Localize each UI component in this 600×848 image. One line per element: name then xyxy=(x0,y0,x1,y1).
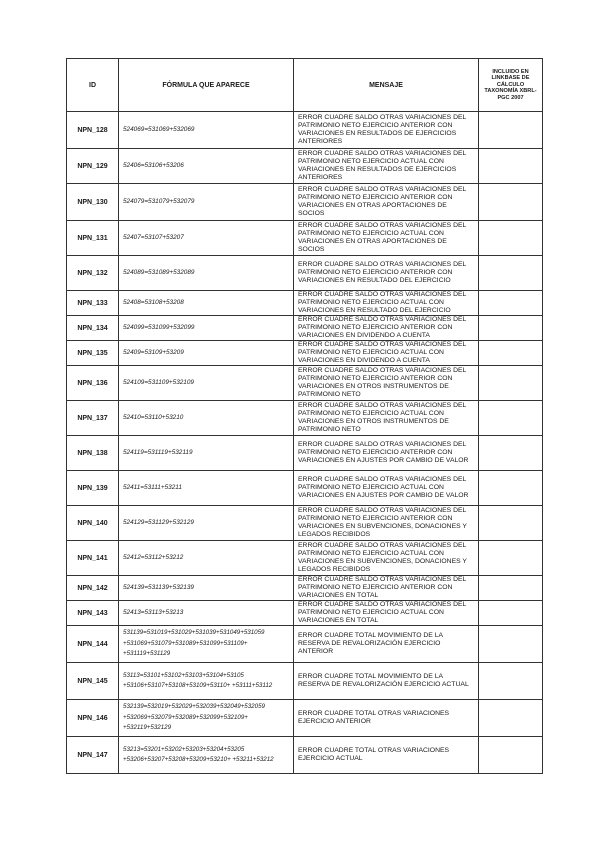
table-row xyxy=(67,149,543,184)
row-formula: 52406=53106+53206 xyxy=(119,149,294,184)
row-id: NPN_140 xyxy=(67,506,119,541)
row-id: NPN_136 xyxy=(67,366,119,401)
row-message: ERROR CUADRE SALDO OTRAS VARIACIONES DEL PATRIMONIO NETO EJERCICIO ANTERIOR CON VARIACIONES EN OTROS INSTRUMENTOS DE PATRIMONIO NETO xyxy=(294,366,479,401)
row-id: NPN_142 xyxy=(67,576,119,601)
table-row xyxy=(67,700,543,737)
row-formula: 524089=531089+532089 xyxy=(119,256,294,291)
row-message: ERROR CUADRE SALDO OTRAS VARIACIONES DEL PATRIMONIO NETO EJERCICIO ACTUAL CON VARIACIONES EN SUBVENCIONES, DONACIONES Y LEGADOS RECIBIDOS xyxy=(294,541,479,576)
row-message: ERROR CUADRE SALDO OTRAS VARIACIONES DEL PATRIMONIO NETO EJERCICIO ANTERIOR CON VARIACIONES EN OTRAS APORTACIONES DE SOCIOS xyxy=(294,184,479,221)
table-row xyxy=(67,291,543,316)
row-included xyxy=(479,737,543,774)
row-included xyxy=(479,541,543,576)
row-message: ERROR CUADRE SALDO OTRAS VARIACIONES DEL PATRIMONIO NETO EJERCICIO ANTERIOR CON VARIACIONES EN TOTAL xyxy=(294,576,479,601)
row-id: NPN_146 xyxy=(67,700,119,737)
table-row xyxy=(67,436,543,471)
row-formula: 524139=531139+532139 xyxy=(119,576,294,601)
row-message: ERROR CUADRE SALDO OTRAS VARIACIONES DEL PATRIMONIO NETO EJERCICIO ACTUAL CON VARIACIONES EN OTROS INSTRUMENTOS DE PATRIMONIO NETO xyxy=(294,401,479,436)
row-formula: 52412=53112+53212 xyxy=(119,541,294,576)
row-id: NPN_130 xyxy=(67,184,119,221)
table-row xyxy=(67,221,543,256)
row-formula: 53213=53201+53202+53203+53204+53205 +53206+53207+53208+53209+53210+ +53211+53212 xyxy=(119,737,294,774)
row-message: ERROR CUADRE TOTAL OTRAS VARIACIONES EJERCICIO ANTERIOR xyxy=(294,700,479,737)
row-id: NPN_143 xyxy=(67,601,119,626)
row-message: ERROR CUADRE SALDO OTRAS VARIACIONES DEL PATRIMONIO NETO EJERCICIO ACTUAL CON VARIACIONES EN TOTAL xyxy=(294,601,479,626)
table-row xyxy=(67,471,543,506)
row-id: NPN_135 xyxy=(67,341,119,366)
row-id: NPN_147 xyxy=(67,737,119,774)
row-message: ERROR CUADRE SALDO OTRAS VARIACIONES DEL PATRIMONIO NETO EJERCICIO ANTERIOR CON VARIACIONES EN SUBVENCIONES, DONACIONES Y LEGADOS RECIBIDOS xyxy=(294,506,479,541)
row-included xyxy=(479,626,543,663)
row-id: NPN_138 xyxy=(67,436,119,471)
row-formula: 532139=532019+532029+532039+532049+532059 +532069+532079+532089+532099+532109+ +532119+532129 xyxy=(119,700,294,737)
row-included xyxy=(479,112,543,149)
row-message: ERROR CUADRE SALDO OTRAS VARIACIONES DEL PATRIMONIO NETO EJERCICIO ANTERIOR CON VARIACIONES EN DIVIDENDO A CUENTA xyxy=(294,316,479,341)
row-included xyxy=(479,663,543,700)
row-formula: 52407=53107+53207 xyxy=(119,221,294,256)
row-message: ERROR CUADRE TOTAL OTRAS VARIACIONES EJERCICIO ACTUAL xyxy=(294,737,479,774)
row-formula: 524109=531109+532109 xyxy=(119,366,294,401)
row-formula: 52413=53113+53213 xyxy=(119,601,294,626)
row-included xyxy=(479,601,543,626)
row-formula: 52411=53111+53211 xyxy=(119,471,294,506)
table-row xyxy=(67,112,543,149)
header-included: INCLUIDO EN LINKBASE DE CÁLCULO TAXONOMÍA XBRL-PGC 2007 xyxy=(479,59,543,112)
row-included xyxy=(479,184,543,221)
row-id: NPN_144 xyxy=(67,626,119,663)
row-id: NPN_141 xyxy=(67,541,119,576)
row-included xyxy=(479,341,543,366)
row-formula: 524099=531099+532099 xyxy=(119,316,294,341)
table-body xyxy=(67,112,543,774)
row-formula: 524119=531119+532119 xyxy=(119,436,294,471)
table-row xyxy=(67,601,543,626)
header-formula: FÓRMULA QUE APARECE xyxy=(119,59,294,112)
row-included xyxy=(479,700,543,737)
row-formula: 531139=531019+531029+531039+531049+531059 +531069+531079+531089+531099+531109+ +531119+531129 xyxy=(119,626,294,663)
row-included xyxy=(479,366,543,401)
row-message: ERROR CUADRE SALDO OTRAS VARIACIONES DEL PATRIMONIO NETO EJERCICIO ACTUAL CON VARIACIONES EN RESULTADOS DE EJERCICIOS ANTERIORES xyxy=(294,149,479,184)
row-included xyxy=(479,576,543,601)
row-message: ERROR CUADRE SALDO OTRAS VARIACIONES DEL PATRIMONIO NETO EJERCICIO ACTUAL CON VARIACIONES EN OTRAS APORTACIONES DE SOCIOS xyxy=(294,221,479,256)
table-row xyxy=(67,366,543,401)
row-id: NPN_137 xyxy=(67,401,119,436)
row-id: NPN_133 xyxy=(67,291,119,316)
table-row xyxy=(67,541,543,576)
table-row xyxy=(67,316,543,341)
row-included xyxy=(479,471,543,506)
row-formula: 524079=531079+532079 xyxy=(119,184,294,221)
table-row xyxy=(67,401,543,436)
row-formula: 524069=531069+532069 xyxy=(119,112,294,149)
header-id: ID xyxy=(67,59,119,112)
row-id: NPN_132 xyxy=(67,256,119,291)
table-row xyxy=(67,576,543,601)
row-message: ERROR CUADRE SALDO OTRAS VARIACIONES DEL PATRIMONIO NETO EJERCICIO ANTERIOR CON VARIACIONES EN RESULTADOS DE EJERCICIOS ANTERIORES xyxy=(294,112,479,149)
row-included xyxy=(479,256,543,291)
row-message: ERROR CUADRE SALDO OTRAS VARIACIONES DEL PATRIMONIO NETO EJERCICIO ANTERIOR CON VARIACIONES EN RESULTADO DEL EJERCICIO xyxy=(294,256,479,291)
rules-table xyxy=(66,58,543,774)
row-message: ERROR CUADRE SALDO OTRAS VARIACIONES DEL PATRIMONIO NETO EJERCICIO ACTUAL CON VARIACIONES EN RESULTADO DEL EJERCICIO xyxy=(294,291,479,316)
row-included xyxy=(479,401,543,436)
row-id: NPN_134 xyxy=(67,316,119,341)
row-message: ERROR CUADRE TOTAL MOVIMIENTO DE LA RESERVA DE REVALORIZACIÓN EJERCICIO ANTERIOR xyxy=(294,626,479,663)
row-id: NPN_139 xyxy=(67,471,119,506)
row-message: ERROR CUADRE SALDO OTRAS VARIACIONES DEL PATRIMONIO NETO EJERCICIO ANTERIOR CON VARIACIONES EN AJUSTES POR CAMBIO DE VALOR xyxy=(294,436,479,471)
table-row xyxy=(67,626,543,663)
row-id: NPN_145 xyxy=(67,663,119,700)
row-formula: 52410=53110+53210 xyxy=(119,401,294,436)
header-row xyxy=(67,59,543,112)
row-message: ERROR CUADRE SALDO OTRAS VARIACIONES DEL PATRIMONIO NETO EJERCICIO ACTUAL CON VARIACIONES EN AJUSTES POR CAMBIO DE VALOR xyxy=(294,471,479,506)
row-included xyxy=(479,291,543,316)
header-message: MENSAJE xyxy=(294,59,479,112)
table-row xyxy=(67,737,543,774)
table-row xyxy=(67,184,543,221)
row-message: ERROR CUADRE SALDO OTRAS VARIACIONES DEL PATRIMONIO NETO EJERCICIO ACTUAL CON VARIACIONES EN DIVIDENDO A CUENTA xyxy=(294,341,479,366)
row-included xyxy=(479,149,543,184)
row-included xyxy=(479,316,543,341)
row-formula: 53113=53101+53102+53103+53104+53105 +53106+53107+53108+53109+53110+ +53111+53112 xyxy=(119,663,294,700)
table-row xyxy=(67,341,543,366)
row-formula: 524129=531129+532129 xyxy=(119,506,294,541)
table-row xyxy=(67,506,543,541)
row-included xyxy=(479,506,543,541)
row-formula: 52409=53109+53209 xyxy=(119,341,294,366)
row-formula: 52408=53108+53208 xyxy=(119,291,294,316)
row-included xyxy=(479,221,543,256)
table-row xyxy=(67,256,543,291)
row-id: NPN_129 xyxy=(67,149,119,184)
row-id: NPN_128 xyxy=(67,112,119,149)
row-message: ERROR CUADRE TOTAL MOVIMIENTO DE LA RESERVA DE REVALORIZACIÓN EJERCICIO ACTUAL xyxy=(294,663,479,700)
table-row xyxy=(67,663,543,700)
row-included xyxy=(479,436,543,471)
row-id: NPN_131 xyxy=(67,221,119,256)
